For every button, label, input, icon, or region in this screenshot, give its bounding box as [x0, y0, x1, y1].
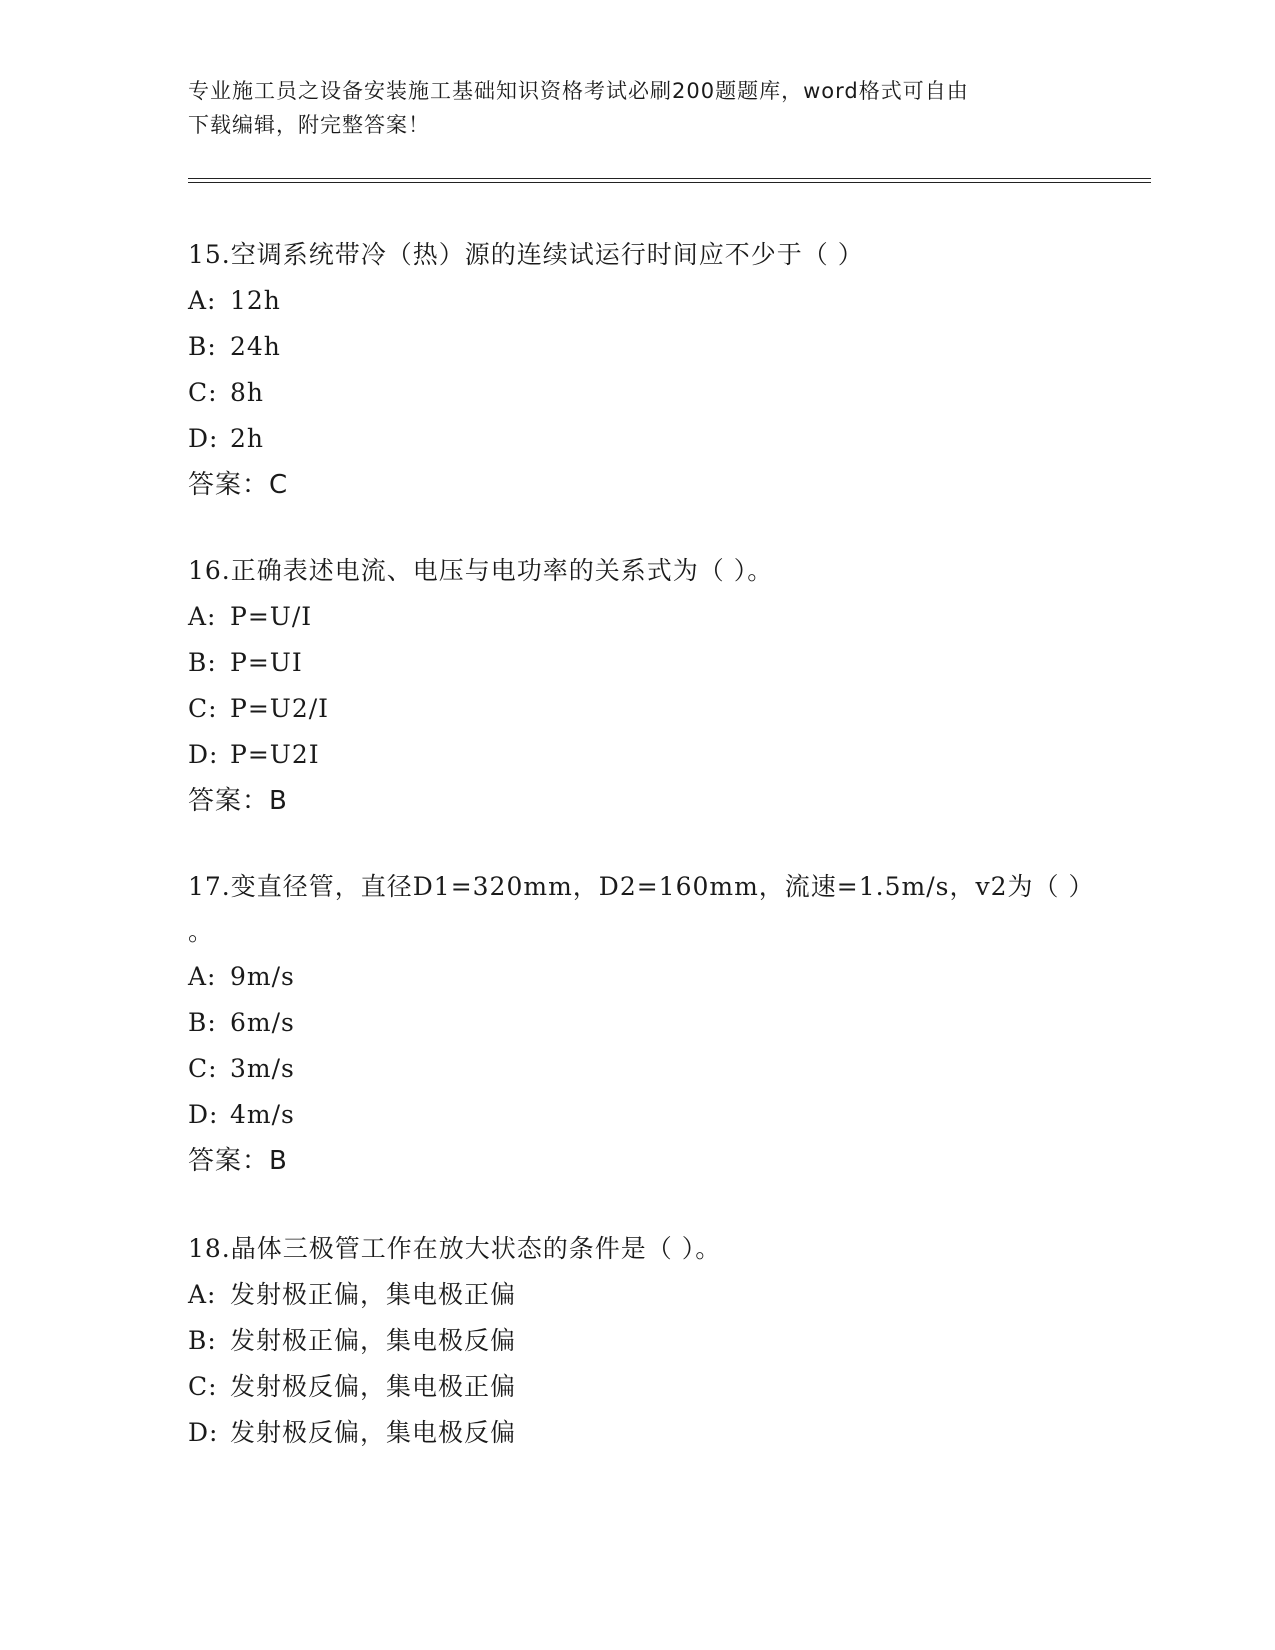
option-letter: D: [188, 1418, 219, 1447]
option-letter: A: [188, 286, 217, 315]
option-letter: B: [188, 648, 217, 677]
option-a [188, 1272, 1088, 1318]
option-letter: D: [188, 424, 219, 453]
option-d [188, 1410, 1088, 1456]
option-text: P=U/I [230, 602, 313, 631]
option-c [188, 1046, 1088, 1092]
option-letter: C: [188, 1372, 218, 1401]
question-16 [188, 548, 1088, 824]
option-letter: A: [188, 962, 217, 991]
question-15 [188, 232, 1088, 508]
question-title: 17.变直径管，直径D1=320mm，D2=160mm，流速=1.5m/s，v2为（ ） [188, 872, 1095, 901]
option-letter: D: [188, 1100, 219, 1129]
option-c [188, 1364, 1088, 1410]
option-d [188, 416, 1088, 462]
option-text: 9m/s [230, 962, 295, 991]
question-title: 16.正确表述电流、电压与电功率的关系式为（ ）。 [188, 556, 774, 585]
question-title-continuation: 。 [188, 917, 215, 946]
option-b [188, 324, 1088, 370]
option-letter: B: [188, 332, 217, 361]
option-c [188, 370, 1088, 416]
option-text: 8h [230, 378, 265, 407]
question-18 [188, 1226, 1088, 1456]
option-letter: C: [188, 1054, 218, 1083]
option-c [188, 686, 1088, 732]
document-header [188, 74, 1088, 142]
header-divider-top [188, 178, 1151, 179]
option-text: 发射极正偏，集电极正偏 [230, 1280, 517, 1309]
option-text: 4m/s [230, 1100, 295, 1129]
option-letter: B: [188, 1326, 217, 1355]
option-letter: C: [188, 378, 218, 407]
option-text: 发射极正偏，集电极反偏 [230, 1326, 517, 1355]
option-a [188, 594, 1088, 640]
header-line-1: 专业施工员之设备安装施工基础知识资格考试必刷200题题库，word格式可自由 [188, 79, 969, 103]
option-b [188, 640, 1088, 686]
question-title: 18.晶体三极管工作在放大状态的条件是（ ）。 [188, 1234, 722, 1263]
option-text: P=U2I [230, 740, 320, 769]
question-title: 15.空调系统带冷（热）源的连续试运行时间应不少于（ ） [188, 240, 864, 269]
option-text: P=UI [230, 648, 303, 677]
option-letter: C: [188, 694, 218, 723]
question-17 [188, 864, 1095, 1184]
option-d [188, 732, 1088, 778]
option-text: 12h [230, 286, 281, 315]
answer-line: 答案：C [188, 470, 289, 500]
option-text: 6m/s [230, 1008, 295, 1037]
option-d [188, 1092, 1088, 1138]
option-text: 24h [230, 332, 281, 361]
option-text: 发射极反偏，集电极反偏 [230, 1418, 517, 1447]
option-letter: A: [188, 1280, 217, 1309]
answer-line: 答案：B [188, 1146, 288, 1176]
option-text: 3m/s [230, 1054, 295, 1083]
option-a [188, 278, 1088, 324]
header-divider-bottom [188, 182, 1151, 183]
option-letter: B: [188, 1008, 217, 1037]
header-line-2: 下载编辑，附完整答案！ [188, 113, 430, 137]
option-text: 发射极反偏，集电极正偏 [230, 1372, 517, 1401]
option-letter: D: [188, 740, 219, 769]
option-letter: A: [188, 602, 217, 631]
option-b [188, 1000, 1088, 1046]
option-text: P=U2/I [230, 694, 330, 723]
option-a [188, 954, 1088, 1000]
answer-line: 答案：B [188, 786, 288, 816]
option-text: 2h [230, 424, 265, 453]
option-b [188, 1318, 1088, 1364]
